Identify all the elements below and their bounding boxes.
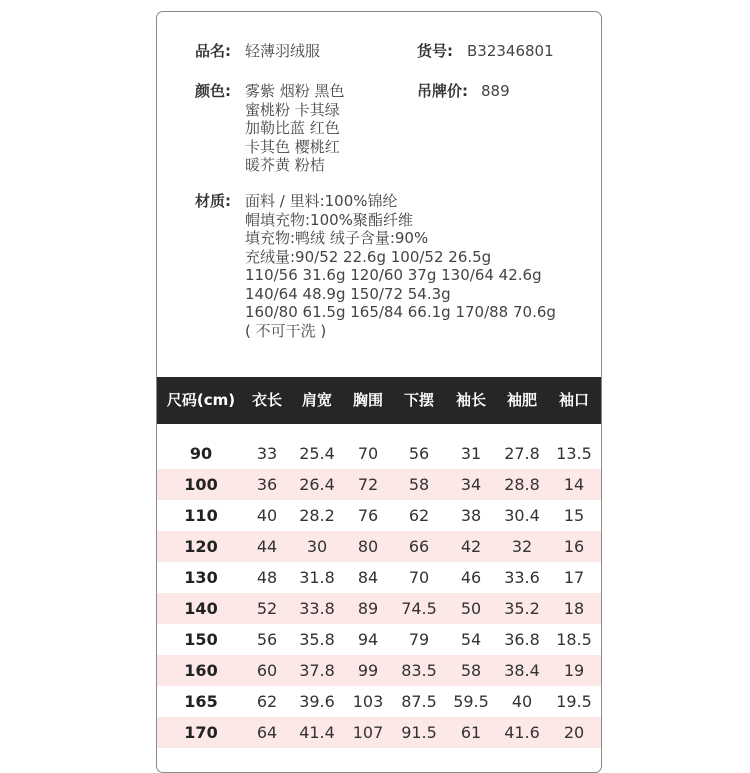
material-line: 面料 / 里料:100%锦纶 [245,192,398,210]
table-cell: 89 [357,599,379,618]
table-cell: 58 [460,661,482,680]
color-line: 雾紫 烟粉 黑色 [245,82,345,100]
size-table-body [157,438,601,748]
table-cell: 62 [408,506,430,525]
table-cell: 56 [408,444,430,463]
column-header: 下摆 [403,391,434,409]
table-cell: 30 [306,537,328,556]
table-cell: 99 [357,661,379,680]
size-cell: 110 [184,506,218,525]
price-value: 889 [481,82,510,100]
table-cell: 42 [460,537,482,556]
table-cell: 41.4 [299,723,335,742]
table-cell: 46 [460,568,482,587]
table-cell: 34 [460,475,482,494]
table-cell: 35.8 [299,630,335,649]
color-line: 暖芥黄 粉桔 [245,156,325,174]
table-cell: 13.5 [556,444,592,463]
table-row [157,438,601,469]
table-row [157,686,601,717]
table-cell: 17 [563,568,585,587]
size-cell: 150 [184,630,218,649]
table-cell: 83.5 [401,661,437,680]
table-cell: 58 [408,475,430,494]
material-line: ( 不可干洗 ) [245,321,327,340]
table-cell: 18.5 [556,630,592,649]
table-row [157,500,601,531]
table-cell: 91.5 [401,723,437,742]
table-cell: 16 [563,537,585,556]
table-cell: 37.8 [299,661,335,680]
table-cell: 41.6 [504,723,540,742]
table-row [157,655,601,686]
column-header: 袖口 [558,391,589,409]
product-name-label: 品名: [195,42,231,60]
table-cell: 107 [352,723,384,742]
table-cell: 38 [460,506,482,525]
table-cell: 52 [256,599,278,618]
material-line: 充绒量:90/52 22.6g 100/52 26.5g [245,247,492,266]
table-cell: 27.8 [504,444,540,463]
table-cell: 60 [256,661,278,680]
table-row [157,469,601,500]
table-cell: 30.4 [504,506,540,525]
material-label: 材质: [195,192,231,210]
table-cell: 79 [408,630,430,649]
size-table-header [157,377,601,424]
column-header: 尺码(cm) [166,391,236,409]
table-cell: 28.8 [504,475,540,494]
color-line: 蜜桃粉 卡其绿 [245,100,340,119]
table-cell: 66 [408,537,430,556]
size-cell: 120 [184,537,218,556]
table-cell: 61 [460,723,482,742]
table-row [157,531,601,562]
table-cell: 14 [563,475,585,494]
table-cell: 15 [563,506,585,525]
table-cell: 31.8 [299,568,335,587]
table-cell: 62 [256,692,278,711]
table-cell: 84 [357,568,379,587]
table-row [157,717,601,748]
material-line: 帽填充物:100%聚酯纤维 [245,210,413,229]
table-cell: 31 [460,444,482,463]
table-cell: 70 [357,444,379,463]
table-cell: 35.2 [504,599,540,618]
column-header: 袖长 [455,391,486,409]
table-cell: 36.8 [504,630,540,649]
table-cell: 48 [256,568,278,587]
table-cell: 20 [563,723,585,742]
table-cell: 40 [511,692,533,711]
table-cell: 26.4 [299,475,335,494]
table-cell: 25.4 [299,444,335,463]
table-cell: 40 [256,506,278,525]
price-label: 吊牌价: [417,82,468,100]
table-row [157,624,601,655]
table-cell: 64 [256,723,278,742]
table-cell: 50 [460,599,482,618]
table-cell: 87.5 [401,692,437,711]
table-cell: 103 [352,692,384,711]
table-cell: 19 [563,661,585,680]
table-cell: 18 [563,599,585,618]
product-name-value: 轻薄羽绒服 [245,42,321,60]
size-cell: 170 [184,723,218,742]
size-cell: 165 [184,692,218,711]
table-cell: 59.5 [453,692,489,711]
table-cell: 33 [256,444,278,463]
size-cell: 100 [184,475,218,494]
table-cell: 44 [256,537,278,556]
size-cell: 130 [184,568,218,587]
product-code-value: B32346801 [467,42,554,60]
material-list [245,192,556,340]
table-cell: 94 [357,630,379,649]
column-header: 肩宽 [301,391,332,409]
table-cell: 33.8 [299,599,335,618]
table-cell: 32 [511,537,533,556]
table-row [157,593,601,624]
column-header: 袖肥 [506,391,537,409]
colors-label: 颜色: [195,82,231,100]
table-cell: 70 [408,568,430,587]
color-line: 加勒比蓝 红色 [245,119,340,137]
table-cell: 36 [256,475,278,494]
size-cell: 90 [189,444,213,463]
table-row [157,562,601,593]
table-cell: 76 [357,506,379,525]
table-cell: 19.5 [556,692,592,711]
size-cell: 160 [184,661,218,680]
table-cell: 74.5 [401,599,437,618]
material-line: 140/64 48.9g 150/72 54.3g [245,284,451,303]
table-cell: 39.6 [299,692,335,711]
colors-list [245,82,345,175]
column-header: 衣长 [251,391,282,409]
material-line: 填充物:鸭绒 绒子含量:90% [245,229,429,247]
color-line: 卡其色 樱桃红 [245,137,340,156]
size-cell: 140 [184,599,218,618]
table-cell: 33.6 [504,568,540,587]
table-cell: 72 [357,475,379,494]
material-line: 160/80 61.5g 165/84 66.1g 170/88 70.6g [245,303,556,321]
product-code-label: 货号: [417,42,453,60]
product-info-card [156,11,602,773]
table-cell: 28.2 [299,506,335,525]
table-cell: 38.4 [504,661,540,680]
table-cell: 80 [357,537,379,556]
material-line: 110/56 31.6g 120/60 37g 130/64 42.6g [245,266,542,284]
table-cell: 56 [256,630,278,649]
column-header: 胸围 [352,391,383,409]
table-cell: 54 [460,630,482,649]
